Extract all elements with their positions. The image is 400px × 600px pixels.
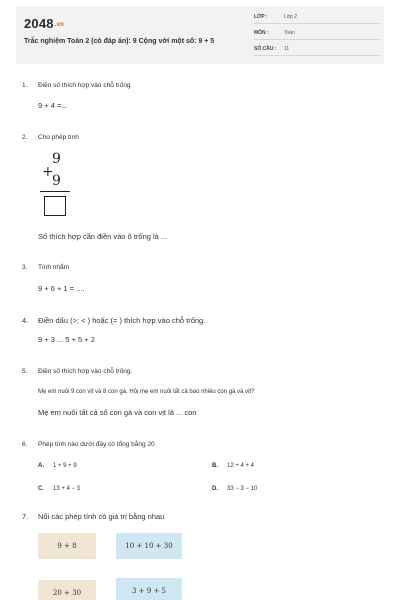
brand-suffix: .vn [54, 22, 65, 28]
option-letter: A. [38, 463, 44, 469]
question-text: Nối các phép tính có giá trị bằng nhau [38, 512, 165, 521]
option-d[interactable] [212, 486, 257, 492]
answer-box[interactable] [44, 196, 66, 216]
option-text: 1 + 9 + 9 [53, 463, 77, 469]
question-text: Điền số thích hợp vào chỗ trống. [38, 368, 133, 375]
question-7 [22, 512, 164, 521]
meta-row-subject [254, 28, 380, 40]
question-3-expression: 9 + 6 + 1 = .... [38, 284, 85, 293]
question-number: 7. [22, 512, 29, 521]
question-number: 5. [22, 368, 28, 375]
question-5 [22, 368, 132, 375]
question-number: 6. [22, 441, 28, 448]
meta-value: 11 [284, 46, 290, 52]
plus-sign: + [42, 164, 54, 180]
question-text: Cho phép tính [38, 134, 79, 141]
question-4-expression: 9 + 3 ... 5 + 5 + 2 [38, 335, 95, 344]
document-title: Trắc nghiệm Toán 2 (có đáp án): 9 Cộng với một số: 9 + 5 [24, 38, 215, 45]
question-text: Phép tính nào dưới đây có tổng bằng 20 [38, 441, 155, 448]
option-letter: C. [38, 486, 44, 492]
site-logo[interactable] [24, 16, 64, 31]
question-number: 2. [22, 134, 28, 141]
question-6 [22, 441, 155, 448]
meta-label: SỐ CÂU : [254, 46, 277, 52]
match-card-left-2[interactable]: 20 + 30 [38, 580, 96, 600]
question-number: 4. [22, 316, 29, 325]
meta-row-count [254, 44, 380, 56]
question-4 [22, 316, 205, 325]
option-a[interactable] [38, 463, 77, 469]
option-text: 13 + 4 − 3 [53, 486, 81, 492]
sum-rule [40, 191, 70, 192]
option-b[interactable] [212, 463, 254, 469]
question-5-story: Mẹ em nuôi 9 con vịt và 8 con gà. Hỏi mẹ em nuôi tất cả bao nhiêu con gà và vịt? [38, 389, 255, 395]
match-card-left-1[interactable]: 9 + 8 [38, 533, 96, 559]
meta-label: LỚP : [254, 14, 268, 20]
meta-label: MÔN : [254, 30, 269, 36]
option-text: 12 + 4 + 4 [227, 463, 255, 469]
meta-row-grade [254, 12, 380, 24]
question-3 [22, 264, 69, 271]
question-5-prompt: Mẹ em nuôi tất cả số con gà và con vịt là ... con [38, 408, 197, 417]
meta-value: Toán [284, 30, 295, 36]
option-letter: D. [212, 486, 218, 492]
question-number: 3. [22, 264, 28, 271]
match-card-right-1[interactable]: 10 + 10 + 30 [116, 533, 182, 559]
meta-value: Lớp 2 [284, 14, 298, 20]
option-text: 33 − 3 − 10 [227, 486, 258, 492]
question-2-prompt: Số thích hợp cần điền vào ô trống là ... [38, 232, 168, 241]
addend-top: 9 [52, 151, 61, 167]
question-text: Điền dấu (>; < ) hoặc (= ) thích hợp vào chỗ trống. [38, 316, 206, 325]
question-1 [22, 82, 130, 89]
question-number: 1. [22, 82, 28, 89]
option-letter: B. [212, 463, 218, 469]
question-1-expression: 9 + 4 =... [38, 101, 68, 110]
addend-bottom: 9 [52, 173, 61, 189]
question-text: Tính nhẩm [38, 264, 70, 271]
document-header [16, 6, 384, 64]
brand-name: 2048 [24, 16, 54, 31]
question-2 [22, 134, 79, 141]
match-card-right-2[interactable]: 3 + 9 + 5 [116, 578, 182, 600]
question-text: Điền số thích hợp vào chỗ trống [38, 82, 131, 89]
option-c[interactable] [38, 486, 80, 492]
